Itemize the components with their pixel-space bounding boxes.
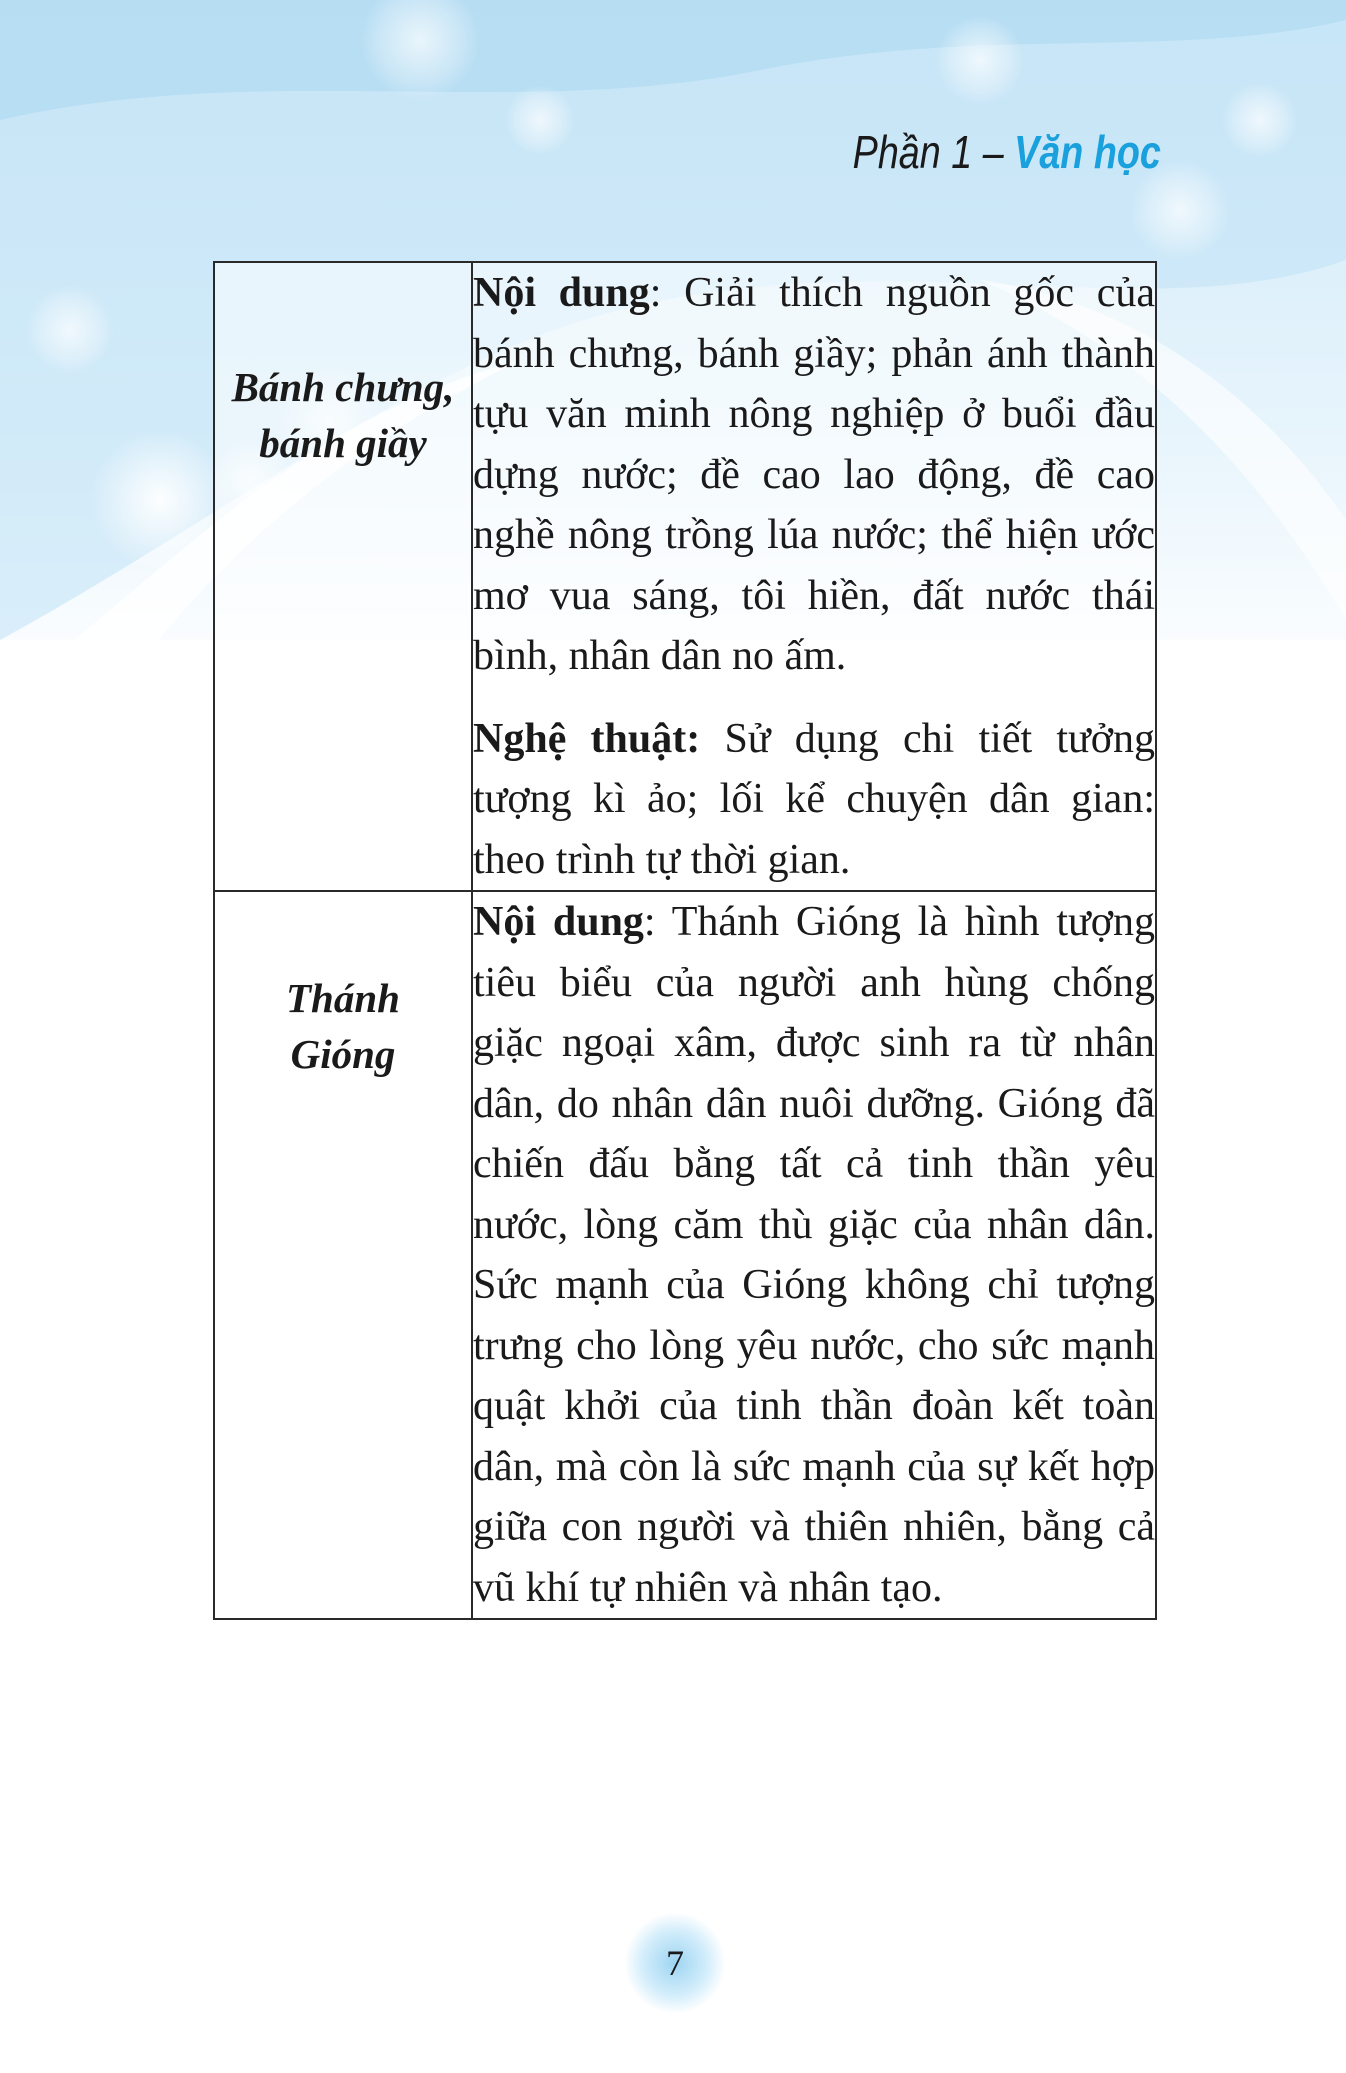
paragraph-label: Nội dung <box>473 899 644 945</box>
section-header <box>853 125 1161 179</box>
story-title-line: Gióng <box>290 1031 396 1077</box>
story-title-line: bánh giầy <box>259 420 427 466</box>
paragraph-text: Thánh Gióng là hình tượng tiêu biểu của người anh hùng chống giặc ngoại xâm, được sinh ra từ nhân dân, do nhân dân nuôi dưỡng. Gióng đã chiến đấu bằng tất cả tinh thần yêu nước, lòng căm thù giặc của nhân dân. Sức mạnh của Gióng không chỉ tượng trưng cho lòng yêu nước, cho sức mạnh quật khởi của tinh thần đoàn kết toàn dân, mà còn là sức mạnh của sự kết hợp giữa con người và thiên nhiên, bằng cả vũ khí tự nhiên và nhân tạo. <box>473 899 1155 1611</box>
art-paragraph <box>473 709 1155 891</box>
subject-title: Văn học <box>1014 126 1161 178</box>
paragraph-label: Nội dung <box>473 270 650 316</box>
paragraph-text: Sử dụng chi tiết tưởng tượng kì ảo; lối kể chuyện dân gian: theo trình tự thời gian. <box>473 715 1155 883</box>
label-separator: : <box>643 899 672 945</box>
table-row <box>214 891 1156 1619</box>
label-separator: : <box>649 270 685 316</box>
content-paragraph <box>473 263 1155 687</box>
story-content-cell <box>472 891 1156 1619</box>
story-title-cell <box>214 262 472 891</box>
paragraph-label: Nghệ thuật: <box>473 715 701 762</box>
page-number: 7 <box>625 1913 725 2013</box>
part-label: Phần 1 – <box>852 126 1004 178</box>
story-content-cell <box>472 262 1156 891</box>
story-title-line: Thánh <box>286 975 400 1021</box>
label-separator <box>700 716 724 762</box>
content-paragraph <box>473 892 1155 1618</box>
story-title-line: Bánh chưng, <box>231 364 455 410</box>
literature-table <box>213 261 1157 1620</box>
story-title-cell <box>214 891 472 1619</box>
paragraph-text: Giải thích nguồn gốc của bánh chưng, bánh giầy; phản ánh thành tựu văn minh nông nghiệp ở buổi đầu dựng nước; đề cao lao động, đề cao nghề nông trồng lúa nước; thể hiện ước mơ vua sáng, tôi hiền, đất nước thái bình, nhân dân no ấm. <box>473 270 1155 679</box>
table-row <box>214 262 1156 891</box>
